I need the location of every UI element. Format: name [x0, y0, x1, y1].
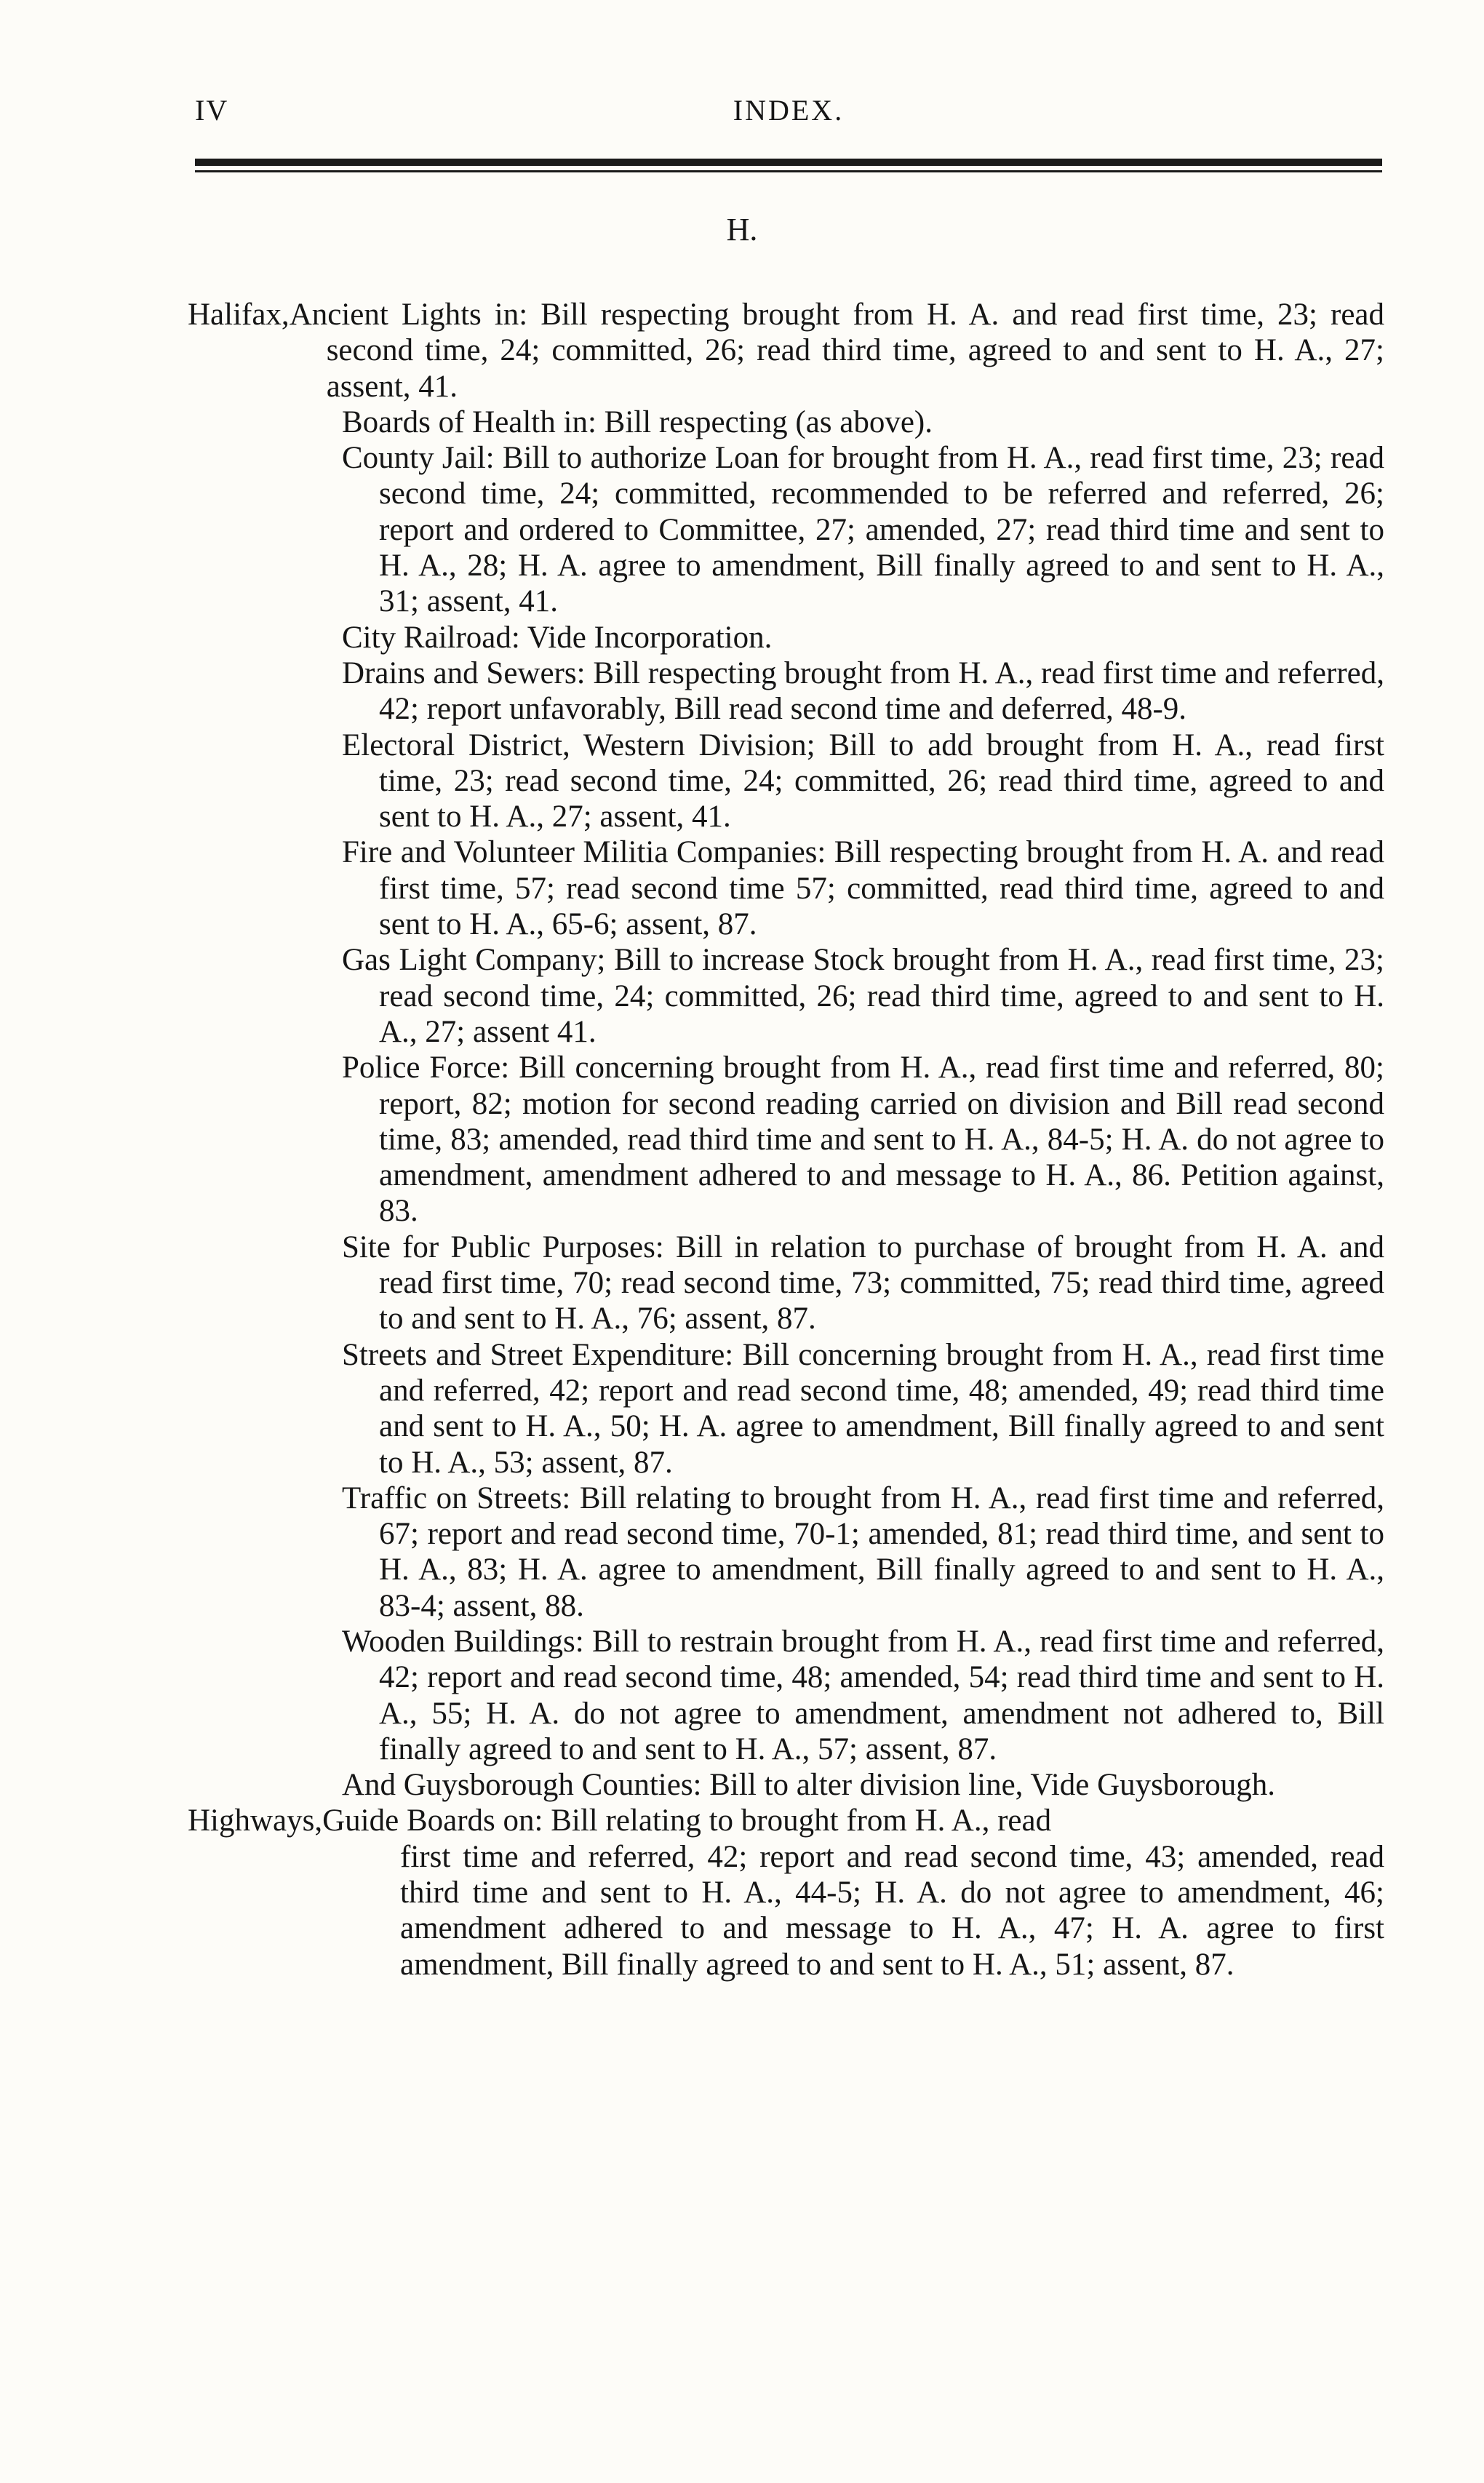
section-letter: H.	[726, 212, 758, 247]
index-entry: And Guysborough Counties: Bill to alter division line, Vide Guysborough.	[342, 1768, 1275, 1803]
index-entry-continuation: first time and referred, 42; report and read second time, 43; amended, read third time and sent to H. A., 44-5; H. A. do not agree to amendment, 46; amendment adhered to and message to H. A., 47; H. A. agree to first amendment, Bill finally agreed to and sent to H. A., 51; assent, 87.	[400, 1839, 1384, 1982]
index-entry	[322, 1803, 1384, 1838]
heading-term: Halifax,	[188, 298, 290, 332]
header-rule-thin	[195, 170, 1382, 172]
index-entry: Site for Public Purposes: Bill in relation to purchase of brought from H. A. and read first time, 70; read second time, 73; committed, 75; read third time, agreed to and sent to H. A., 76; assent, 87.	[342, 1229, 1384, 1336]
running-title: INDEX.	[733, 94, 845, 127]
running-head	[195, 93, 1382, 137]
heading-term: Highways,	[188, 1804, 323, 1838]
index-entry: Fire and Volunteer Militia Companies: Bill respecting brought from H. A. and read first time, 57; read second time 57; committed, read third time, agreed to and sent to H. A., 65-6; assent, 87.	[342, 835, 1384, 942]
index-entry: County Jail: Bill to authorize Loan for brought from H. A., read first time, 23; read second time, 24; committed, recommended to be referred and referred, 26; report and ordered to Committee, 27; amended, 27; read third time and sent to H. A., 28; H. A. agree to amendment, Bill finally agreed to and sent to H. A., 31; assent, 41.	[342, 441, 1384, 619]
index-entry: Streets and Street Expenditure: Bill concerning brought from H. A., read first time and referred, 42; report and read second time, 48; amended, 49; read third time and sent to H. A., 50; H. A. agree to amendment, Bill finally agreed to and sent to H. A., 53; assent, 87.	[342, 1337, 1384, 1480]
index-entry: Gas Light Company; Bill to increase Stock brought from H. A., read first time, 23; read second time, 24; committed, 26; read third time, agreed to and sent to H. A., 27; assent 41.	[342, 943, 1384, 1049]
index-entry: Police Force: Bill concerning brought from H. A., read first time and referred, 80; report, 82; motion for second reading carried on division and Bill read second time, 83; amended, read third time and sent to H. A., 84-5; H. A. do not agree to amendment, amendment adhered to and message to H. A., 86. Petition against, 83.	[342, 1051, 1384, 1229]
page-number: IV	[195, 94, 229, 127]
index-entry: Wooden Buildings: Bill to restrain brought from H. A., read first time and referred, 42; report and read second time, 48; amended, 54; read third time and sent to H. A., 55; H. A. do not agree to amendment, amendment not adhered to, Bill finally agreed to and sent to H. A., 57; assent, 87.	[342, 1624, 1384, 1766]
index-entry: Drains and Sewers: Bill respecting brought from H. A., read first time and referred, 42; report unfavorably, Bill read second time and deferred, 48-9.	[342, 655, 1384, 727]
index-entry-first-line: Guide Boards on: Bill relating to brought from H. A., read	[322, 1804, 1052, 1838]
header-rule-thick	[195, 159, 1382, 166]
index-entry: Boards of Health in: Bill respecting (as above).	[342, 404, 933, 439]
halifax-sub-entries	[342, 404, 1384, 1804]
index-heading-highways	[188, 1803, 1384, 1838]
index-heading-halifax	[188, 297, 1384, 404]
index-entries	[188, 297, 1384, 1982]
index-entry: Electoral District, Western Division; Bill to add brought from H. A., read first time, 23; read second time, 24; committed, 26; read third time, agreed to and sent to H. A., 27; assent, 41.	[342, 728, 1384, 834]
index-entry: City Railroad: Vide Incorporation.	[342, 620, 773, 655]
index-entry: Traffic on Streets: Bill relating to brought from H. A., read first time and referred, 67; report and read second time, 70-1; amended, 81; read third time, and sent to H. A., 83; H. A. agree to amendment, Bill finally agreed to and sent to H. A., 83-4; assent, 88.	[342, 1480, 1384, 1623]
index-entry: Ancient Lights in: Bill respecting brought from H. A. and read first time, 23; read second time, 24; committed, 26; read third time, agreed to and sent to H. A., 27; assent, 41.	[289, 298, 1384, 404]
